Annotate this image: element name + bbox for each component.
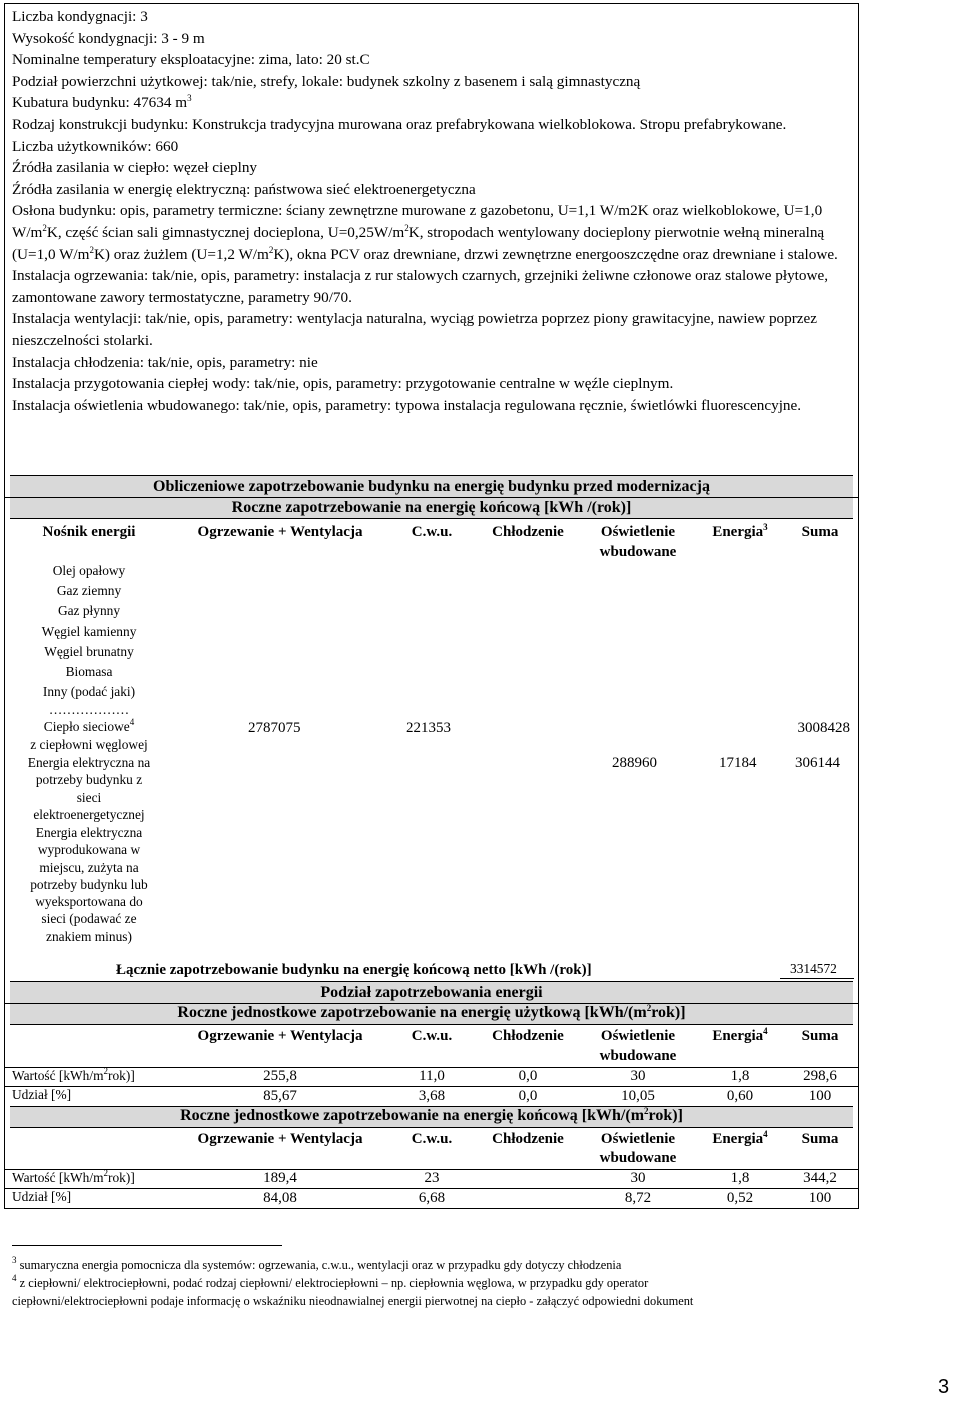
info-line: Instalacja ogrzewania: tak/nie, opis, parametry: instalacja z rur stalowych czarnych, grzejniki żeliwne członowe oraz stalowe płytowe, zamontowane zawory termostatyczne, parametry 90/70. [12,267,828,306]
divider [4,1086,859,1087]
table2-title: Podział zapotrzebowania energii [320,984,543,1001]
info-line: Instalacja chłodzenia: tak/nie, opis, parametry: nie [12,353,318,371]
final-cwu-value: 23 [424,1170,440,1186]
col-header-carrier: Nośnik energii [42,524,136,540]
elec-sum-value: 306144 [795,755,840,771]
info-line: Osłona budynku: opis, parametry termiczne: ściany zewnętrzne murowane z gazobetonu, U=1,1 W/m2K oraz wielkoblokowe, U=1,0 $W/m^2K$, część ścian sali gimnastycznej docieplona, $U=0,25W/m^2K$, stropodach wentylowany docieplony pierwotnie wełną mineralną (U=1,0 $W/m^2K$) oraz żużlem (U=1,2 $W/m^2K$), okna PCV oraz drewniane, drzwi zewnętrzne energooszczędne oraz drewniane i stalowe. [12,202,838,263]
footnote-4: $^4$ z ciepłowni/ elektrociepłowni, podać rodzaj ciepłowni/ elektrociepłowni – np. ciepłownia węglowa, w przypadku gdy operator [12,1273,649,1290]
carrier-district-heat: Ciepło sieciowe$^4$ [43,717,135,734]
divider [4,497,859,498]
info-line: Instalacja przygotowania ciepłej wody: tak/nie, opis, parametry: przygotowanie centralne w węźle cieplnym. [12,375,674,393]
divider [4,1188,859,1189]
usable-heating-share: 85,67 [263,1088,297,1104]
info-line: Podział powierzchni użytkowej: tak/nie, strefy, lokale: budynek szkolny z basenem i salą gimnastyczną [12,72,641,90]
col-header-cwu: C.w.u. [411,1131,453,1147]
col-header-lighting-2: wbudowane [599,544,677,560]
heat-sum-value: 3008428 [797,720,850,736]
total-label: Łącznie zapotrzebowanie budynku na energię końcową netto [kWh /(rok)] [116,962,592,978]
row-label-share: Udział [%] [12,1087,72,1102]
page-number: 3 [938,1376,950,1398]
col-header-lighting-2: wbudowane [599,1048,677,1064]
usable-cwu-share: 3,68 [418,1088,446,1104]
carrier-biomass: Biomasa [65,664,113,679]
table2-subtitle: Roczne jednostkowe zapotrzebowanie na energię użytkową $[kWh/(m^2rok)]$ [177,1003,686,1021]
col-header-sum: Suma [801,1028,839,1044]
col-header-heating: Ogrzewanie + Wentylacja [197,1028,363,1044]
info-line: Kubatura budynku: 47634 $m^3$ [12,93,192,112]
table1-subtitle: Roczne zapotrzebowanie na energię końcową [kWh /(rok)] [231,499,632,516]
col-header-heating: Ogrzewanie + Wentylacja [197,1131,363,1147]
heat-heating-value: 2787075 [248,720,301,736]
total-value: 3314572 [790,961,837,976]
usable-cwu-value: 11,0 [419,1068,445,1084]
usable-lighting-share: 10,05 [621,1088,655,1104]
col-header-cooling: Chłodzenie [492,524,564,540]
usable-cooling-share: 0,0 [518,1088,538,1104]
row-label-value: Wartość $[kWh/m^2rok)$] [12,1066,135,1083]
col-header-energy: Energia$^4$ [712,1129,768,1147]
table1-title: Obliczeniowe zapotrzebowanie budynku na energię budynku przed modernizacją [153,478,710,495]
row-label-share: Udział [%] [12,1189,72,1204]
final-energy-share: 0,52 [726,1190,754,1206]
col-header-sum: Suma [801,524,839,540]
col-header-energy: Energia$^4$ [712,1026,768,1044]
usable-cooling-value: 0,0 [518,1068,538,1084]
footnote-4-continued: ciepłowni/elektrociepłowni podaje informację o wskaźniku nieodnawialnej energii pierwotnej na ciepło - załączyć odpowiedni dokument [12,1294,694,1308]
heat-cwu-value: 221353 [406,720,451,736]
usable-lighting-value: 30 [630,1068,646,1084]
info-line: Wysokość kondygnacji: 3 - 9 m [12,29,205,47]
carrier-other: Inny (podać jaki) [42,684,136,699]
carrier-lignite: Węgiel brunatny [44,644,134,659]
usable-sum-value: 298,6 [803,1068,837,1084]
carrier-district-heat-source: z ciepłowni węglowej [30,737,148,752]
col-header-sum: Suma [801,1131,839,1147]
building-info [12,6,854,416]
final-sum-value: 344,2 [803,1170,837,1186]
carrier-lpg: Gaz płynny [57,603,121,618]
usable-sum-share: 100 [808,1088,832,1104]
col-header-lighting-2: wbudowane [599,1150,677,1166]
col-header-cwu: C.w.u. [411,1028,453,1044]
info-line: Instalacja wentylacji: tak/nie, opis, parametry: wentylacja naturalna, wyciąg powietrza poprzez piony grawitacyjne, nawiew poprzez nieszczelności stolarki. [12,310,818,349]
col-header-energy: Energia$^3$ [712,522,768,540]
info-line: Źródła zasilania w ciepło: węzeł cieplny [12,159,258,177]
info-line: Liczba kondygnacji: 3 [12,8,148,25]
col-header-heating: Ogrzewanie + Wentylacja [197,524,363,540]
col-header-cooling: Chłodzenie [492,1131,564,1147]
carrier-oil: Olej opałowy [52,563,126,578]
usable-energy-value: 1,8 [730,1068,750,1084]
usable-heating-value: 255,8 [263,1068,297,1084]
info-line: Nominalne temperatury eksploatacyjne: zima, lato: 20 st.C [12,51,370,69]
footnote-3: $^3$ sumaryczna energia pomocnicza dla systemów: ogrzewania, c.w.u., wentylacji oraz w przypadku gdy dotyczy chłodzenia [12,1255,622,1272]
final-sum-share: 100 [808,1190,832,1206]
final-heating-share: 84,08 [263,1190,297,1206]
row-label-value: Wartość $[kWh/m^2rok)$] [12,1168,135,1185]
info-line: Źródła zasilania w energię elektryczną: państwowa sieć elektroenergetyczna [12,180,476,198]
final-energy-value: 1,8 [730,1170,750,1186]
elec-energy-value: 17184 [719,755,757,771]
final-heating-value: 189,4 [263,1170,297,1186]
carrier-natural-gas: Gaz ziemny [56,583,122,598]
final-lighting-value: 30 [630,1170,646,1186]
total-underline [780,978,854,979]
col-header-lighting: Oświetlenie [600,1131,676,1147]
usable-energy-share: 0,60 [726,1088,754,1104]
carrier-grid-electricity: Energia elektryczna na potrzeby budynku z sieci elektroenergetycznej [27,755,151,822]
carrier-other-dots: ……………… [48,702,130,717]
elec-lighting-value: 288960 [612,755,657,771]
carrier-onsite-electricity: Energia elektryczna wyprodukowana w miejscu, zużyta na potrzeby budynku lub wyeksportowana do sieci (podawać ze znakiem minus) [30,825,148,944]
carrier-hard-coal: Węgiel kamienny [41,624,137,639]
info-line: Instalacja oświetlenia wbudowanego: tak/nie, opis, parametry: typowa instalacja regulowana ręcznie, świetlówki fluorescencyjne. [12,396,802,414]
table3-subtitle: Roczne jednostkowe zapotrzebowanie na energię końcową $[kWh/(m^2rok)]$ [180,1106,683,1124]
col-header-cooling: Chłodzenie [492,1028,564,1044]
col-header-lighting: Oświetlenie [600,524,676,540]
footnote-separator [12,1245,282,1246]
info-line: Rodzaj konstrukcji budynku: Konstrukcja tradycyjna murowana oraz prefabrykowana wielkoblokowa. Stropu prefabrykowane. [12,115,787,133]
final-cwu-share: 6,68 [418,1190,446,1206]
info-line: Liczba użytkowników: 660 [12,137,179,155]
col-header-cwu: C.w.u. [411,524,453,540]
col-header-lighting: Oświetlenie [600,1028,676,1044]
final-lighting-share: 8,72 [624,1190,652,1206]
